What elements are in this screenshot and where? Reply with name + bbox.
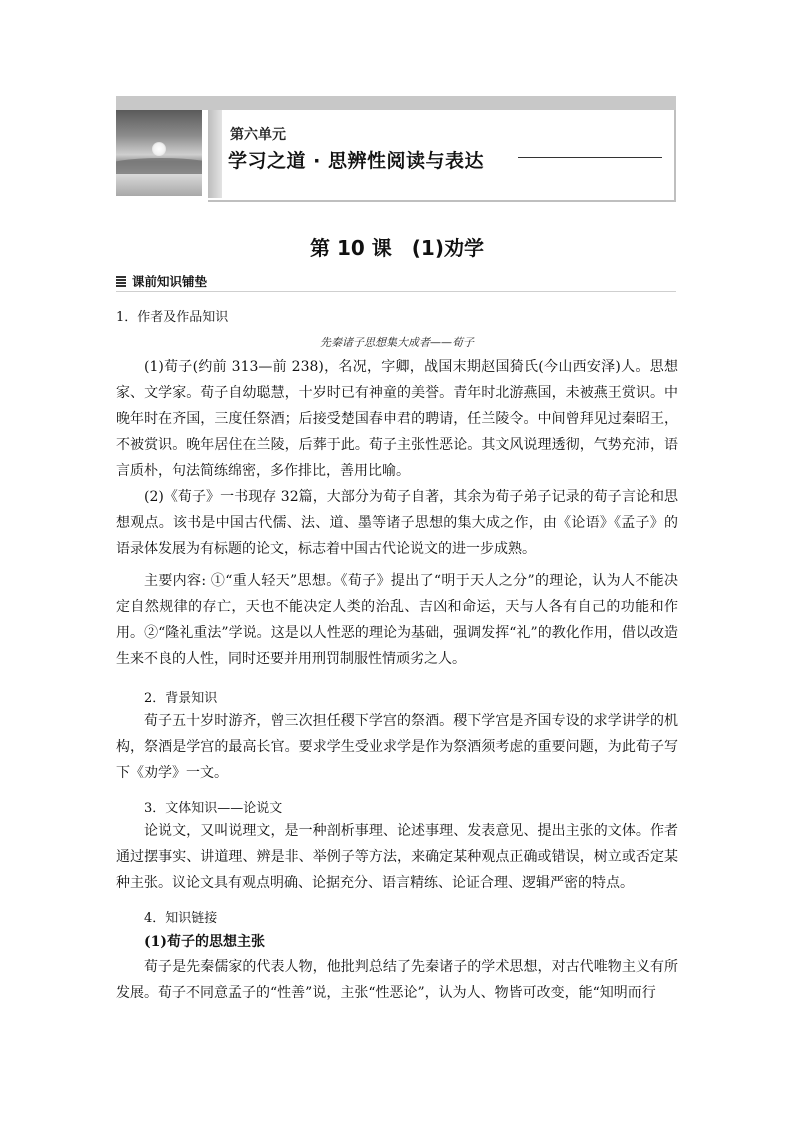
subtitle-xunzi: 先秦诸子思想集大成者——荀子	[320, 336, 474, 349]
title-underline	[518, 157, 662, 158]
hill-graphic	[116, 158, 202, 174]
banner-top-bar	[116, 96, 676, 110]
section-marker-icon	[116, 275, 126, 287]
sun-graphic	[152, 142, 166, 156]
section-header	[116, 273, 207, 289]
unit-title: 学习之道 · 思辨性阅读与表达	[228, 150, 484, 172]
shore-graphic	[116, 174, 202, 196]
lesson-title: 第 10 课 (1)劝学	[310, 236, 484, 260]
paragraph-xunzi-bio: (1)荀子(约前 313—前 238)，名况，字卿，战国末期赵国猗氏(今山西安泽)人。思想家、文学家。荀子自幼聪慧，十岁时已有神童的美誉。青年时北游燕国，未被燕王赏识。中晚年时在齐国，三度任祭酒；后接受楚国春申君的聘请，任兰陵令。中间曾拜见过秦昭王，不被赏识。晚年居住在兰陵，后葬于此。荀子主张性恶论。其文风说理透彻，气势充沛，语言质朴，句法简练绵密，多作排比，善用比喻。	[116, 359, 678, 479]
paragraph-main-content: 主要内容: ①“重人轻天”思想。《荀子》提出了“明于天人之分”的理论，认为人不能决定自然规律的存亡，天也不能决定人类的治乱、吉凶和命运，天与人各有自己的功能和作用。②“隆礼重法”学说。这是以人性恶的理论为基础，强调发挥“礼”的教化作用，借以改造生来不良的人性，同时还要并用刑罚制服性情顽劣之人。	[116, 573, 678, 667]
paragraph-background: 荀子五十岁时游齐，曾三次担任稷下学宫的祭酒。稷下学宫是齐国专设的求学讲学的机构，祭酒是学宫的最高长官。要求学生受业求学是作为祭酒须考虑的重要问题，为此荀子写下《劝学》一文。	[116, 713, 678, 781]
paragraph-genre: 论说文，又叫说理文，是一种剖析事理、论述事理、发表意见、提出主张的文体。作者通过摆事实、讲道理、辨是非、举例子等方法，来确定某种观点正确或错误，树立或否定某种主张。议论文具有观点明确、论据充分、语言精练、论证合理、逻辑严密的特点。	[116, 823, 678, 891]
heading-xunzi-thought: (1)荀子的思想主张	[144, 934, 265, 950]
banner-accent-bar	[208, 110, 222, 198]
sunset-photo	[116, 110, 202, 196]
section-label: 课前知识铺垫	[132, 274, 208, 289]
section-divider	[116, 291, 676, 292]
unit-banner	[116, 96, 676, 202]
paragraph-xunzi-book: (2)《荀子》一书现存 32篇，大部分为荀子自著，其余为荀子弟子记录的荀子言论和思想观点。该书是中国古代儒、法、道、墨等诸子思想的集大成之作，由《论语》《孟子》的语录体发展为有标题的论文，标志着中国古代论说文的进一步成熟。	[116, 489, 678, 557]
heading-background: 2．背景知识	[144, 691, 218, 706]
heading-author-knowledge: 1．作者及作品知识	[116, 310, 229, 325]
heading-knowledge-links: 4．知识链接	[144, 911, 218, 926]
heading-genre: 3．文体知识——论说文	[144, 801, 283, 816]
paragraph-xunzi-thought: 荀子是先秦儒家的代表人物，他批判总结了先秦诸子的学术思想，对古代唯物主义有所发展。荀子不同意孟子的“性善”说，主张“性恶论”，认为人、物皆可改变，能“知明而行	[116, 959, 678, 1001]
unit-label: 第六单元	[230, 127, 286, 143]
